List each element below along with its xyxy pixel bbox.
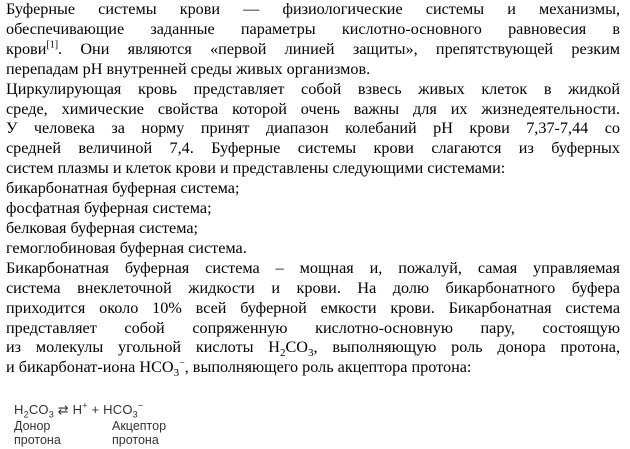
text-line: У человека за норму принят диапазон колебаний pH крови 7,37-7,44 со [6, 119, 620, 138]
eq-subscript: 3 [132, 409, 138, 420]
text-line: средней величиной 7,4. Буферные системы крови слагаются из буферных [6, 139, 620, 158]
equation-labels [14, 419, 166, 447]
document-body [6, 0, 620, 378]
text-line: среде, химические свойства которой очень важны для их жизнедеятельности. [6, 99, 620, 118]
text-line: приходится около 10% всей буферной емкости крови. Бикарбонатная система [6, 298, 620, 317]
superscript: − [179, 357, 185, 369]
eq-symbol: CO [28, 402, 49, 417]
donor-label: Донор протона [14, 419, 61, 447]
text-fragment: из молекулы угольной кислоты H [6, 338, 280, 357]
equilibrium-arrow-icon: ⇄ [53, 402, 73, 417]
text-line: Циркулирующая кровь представляет собой взвесь живых клеток в жидкой [6, 79, 620, 98]
buffer-systems-list [6, 179, 620, 259]
text-fragment: , выполняющего роль акцептора протона: [184, 358, 472, 377]
acceptor-label: Акцептор протона [112, 419, 167, 447]
paragraph-circulation [6, 80, 620, 180]
eq-symbol: HCO [103, 402, 133, 417]
list-item: фосфатная буферная система; [6, 199, 212, 218]
eq-symbol: H [14, 402, 24, 417]
list-item: белковая буферная система; [6, 218, 199, 237]
equation-formula [14, 402, 166, 418]
text-line [6, 338, 620, 358]
eq-superscript: + [82, 400, 88, 411]
list-item: бикарбонатная буферная система; [6, 179, 240, 198]
text-line: обеспечивающие заданные параметры кислотно-основного равновесия в [6, 19, 620, 38]
text-line: Бикарбонатная буферная система – мощная и, пожалуй, самая управляемая [6, 258, 620, 277]
text-fragment: CO [285, 338, 308, 357]
text-fragment: . Они являются «первой линией защиты», препятствующей резким [58, 39, 620, 58]
subscript: 3 [308, 347, 314, 360]
text-fragment: и бикарбонат-иона HCO [6, 358, 174, 377]
text-line: представляет собой сопряженную кислотно-основную пару, состоящую [6, 318, 620, 337]
paragraph-bicarbonate [6, 259, 620, 378]
eq-superscript: − [137, 400, 144, 411]
text-line: система внеклеточной жидкости и крови. На долю бикарбонатного буфера [6, 278, 620, 297]
text-line: систем плазмы и клеток крови и представлены следующими системами: [6, 159, 506, 178]
subscript: 3 [173, 367, 180, 380]
eq-subscript: 2 [23, 409, 29, 420]
subscript: 2 [280, 347, 286, 360]
text-line [6, 358, 620, 378]
text-line: перепадам pH внутренней среды живых организмов. [6, 59, 371, 78]
eq-subscript: 3 [48, 409, 54, 420]
list-item: гемоглобиновая буферная система. [6, 238, 247, 257]
text-line: Буферные системы крови — физиологические системы и механизмы, [6, 0, 620, 18]
text-fragment: , выполняющую роль донора протона, [313, 338, 620, 357]
eq-symbol: H [72, 402, 83, 417]
text-line [6, 40, 620, 60]
eq-plus: + [87, 402, 104, 417]
bicarbonate-equilibrium-equation [14, 402, 166, 447]
paragraph-intro [6, 0, 620, 80]
text-fragment: крови [6, 39, 47, 58]
reference-link[interactable]: [1] [46, 39, 59, 51]
